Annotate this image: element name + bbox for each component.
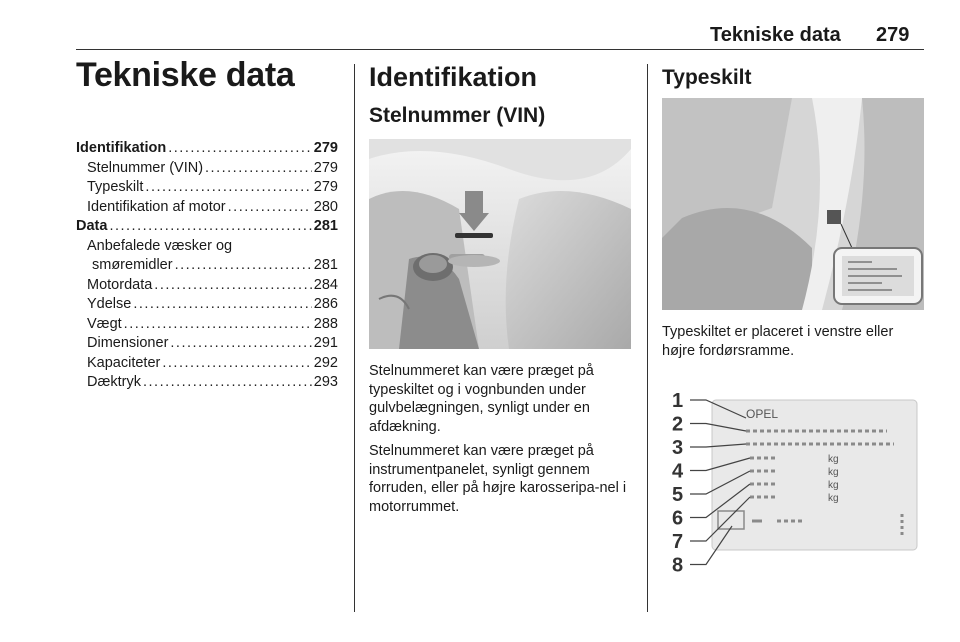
- vin-paragraph-2: Stelnummeret kan være præget på instrumentpanelet, synligt gennem forruden, eller på højre karosseripa-nel i motorrummet.: [369, 443, 627, 515]
- typeskilt-title: Typeskilt: [662, 66, 752, 89]
- type-plate-diagram: [662, 376, 924, 580]
- callout-number: 1: [672, 390, 684, 412]
- toc-entry[interactable]: [76, 218, 338, 238]
- callout-number: 3: [672, 437, 684, 459]
- toc-leader-dots: [228, 199, 312, 215]
- toc-entry-page: 286: [313, 296, 338, 312]
- header-rule: [76, 49, 924, 50]
- toc-leader-dots: [170, 335, 311, 351]
- section-title: Identifikation: [369, 62, 537, 92]
- plate-brand-text: OPEL: [746, 407, 779, 421]
- toc-entry[interactable]: [76, 277, 338, 297]
- toc-entry-page: 281: [313, 218, 338, 234]
- toc-entry-page: 279: [313, 179, 338, 195]
- toc-leader-dots: [143, 374, 312, 390]
- toc-entry-label: Identifikation: [76, 140, 167, 156]
- chapter-title: Tekniske data: [76, 56, 295, 94]
- toc-entry-page: 291: [313, 335, 338, 351]
- toc-entry-label: Typeskilt: [87, 179, 144, 195]
- toc-entry-page: 280: [313, 198, 338, 215]
- toc-entry-page: 292: [313, 354, 338, 371]
- plate-unit-2: kg: [828, 467, 839, 478]
- table-of-contents: [76, 140, 338, 394]
- toc-entry-label: Data: [76, 218, 108, 234]
- toc-entry-label: Kapaciteter: [87, 354, 161, 371]
- callout-number: 7: [672, 531, 684, 553]
- toc-entry-page: 293: [313, 374, 338, 390]
- toc-entry[interactable]: [76, 316, 338, 336]
- toc-entry[interactable]: [76, 140, 338, 160]
- toc-entry-page: 284: [313, 276, 338, 293]
- toc-entry-page: 279: [313, 140, 338, 156]
- toc-entry[interactable]: [76, 199, 338, 219]
- toc-entry[interactable]: [76, 179, 338, 199]
- toc-leader-dots: [109, 218, 311, 234]
- column-divider-right: [647, 64, 648, 612]
- page-number: 279: [876, 24, 910, 46]
- callout-number: 4: [672, 460, 684, 483]
- type-plate-location-photo: [662, 98, 924, 310]
- toc-entry-label: Vægt: [87, 315, 122, 332]
- subsection-title: Stelnummer (VIN): [369, 104, 546, 127]
- plate-unit-4: kg: [828, 493, 839, 504]
- toc-entry-label: Identifikation af motor: [87, 198, 226, 215]
- toc-entry-label: Stelnummer (VIN): [87, 159, 204, 176]
- toc-entry-label: Dæktryk: [87, 374, 141, 390]
- toc-entry-page: 279: [313, 159, 338, 176]
- toc-entry[interactable]: [76, 355, 338, 375]
- toc-entry-label: smøremidler: [92, 257, 173, 273]
- toc-entry[interactable]: [76, 296, 338, 316]
- toc-leader-dots: [162, 355, 311, 371]
- toc-leader-dots: [168, 140, 312, 156]
- toc-entry[interactable]: [76, 374, 338, 394]
- toc-entry-page: 281: [313, 257, 338, 273]
- callout-number: 2: [672, 413, 684, 436]
- toc-entry[interactable]: [76, 160, 338, 180]
- toc-entry-label: Motordata: [87, 276, 153, 293]
- vin-location-photo: [369, 139, 631, 349]
- toc-entry[interactable]: [76, 257, 338, 277]
- toc-leader-dots: [133, 296, 311, 312]
- toc-leader-dots: [154, 277, 312, 293]
- toc-entry[interactable]: [76, 238, 338, 258]
- toc-entry-label: Dimensioner: [87, 335, 169, 351]
- callout-number: 6: [672, 507, 684, 530]
- plate-unit-1: kg: [828, 454, 839, 465]
- toc-leader-dots: [175, 257, 312, 273]
- vin-paragraph-1: Stelnummeret kan være præget på typeskiltet og i vognbunden under gulvbelægningen, synligt under en afdækning.: [369, 363, 594, 435]
- toc-leader-dots: [145, 179, 311, 195]
- toc-leader-dots: [205, 160, 312, 176]
- toc-leader-dots: [124, 316, 312, 332]
- toc-entry[interactable]: [76, 335, 338, 355]
- plate-unit-3: kg: [828, 480, 839, 491]
- toc-entry-label: Anbefalede væsker og: [87, 237, 233, 254]
- typeskilt-paragraph: Typeskiltet er placeret i venstre eller højre fordørsramme.: [662, 324, 894, 359]
- column-divider-left: [354, 64, 355, 612]
- toc-entry-page: 288: [313, 315, 338, 332]
- toc-entry-label: Ydelse: [87, 296, 132, 312]
- callout-number: 5: [672, 484, 684, 506]
- callout-number: 8: [672, 554, 684, 577]
- running-header-title: Tekniske data: [710, 24, 841, 46]
